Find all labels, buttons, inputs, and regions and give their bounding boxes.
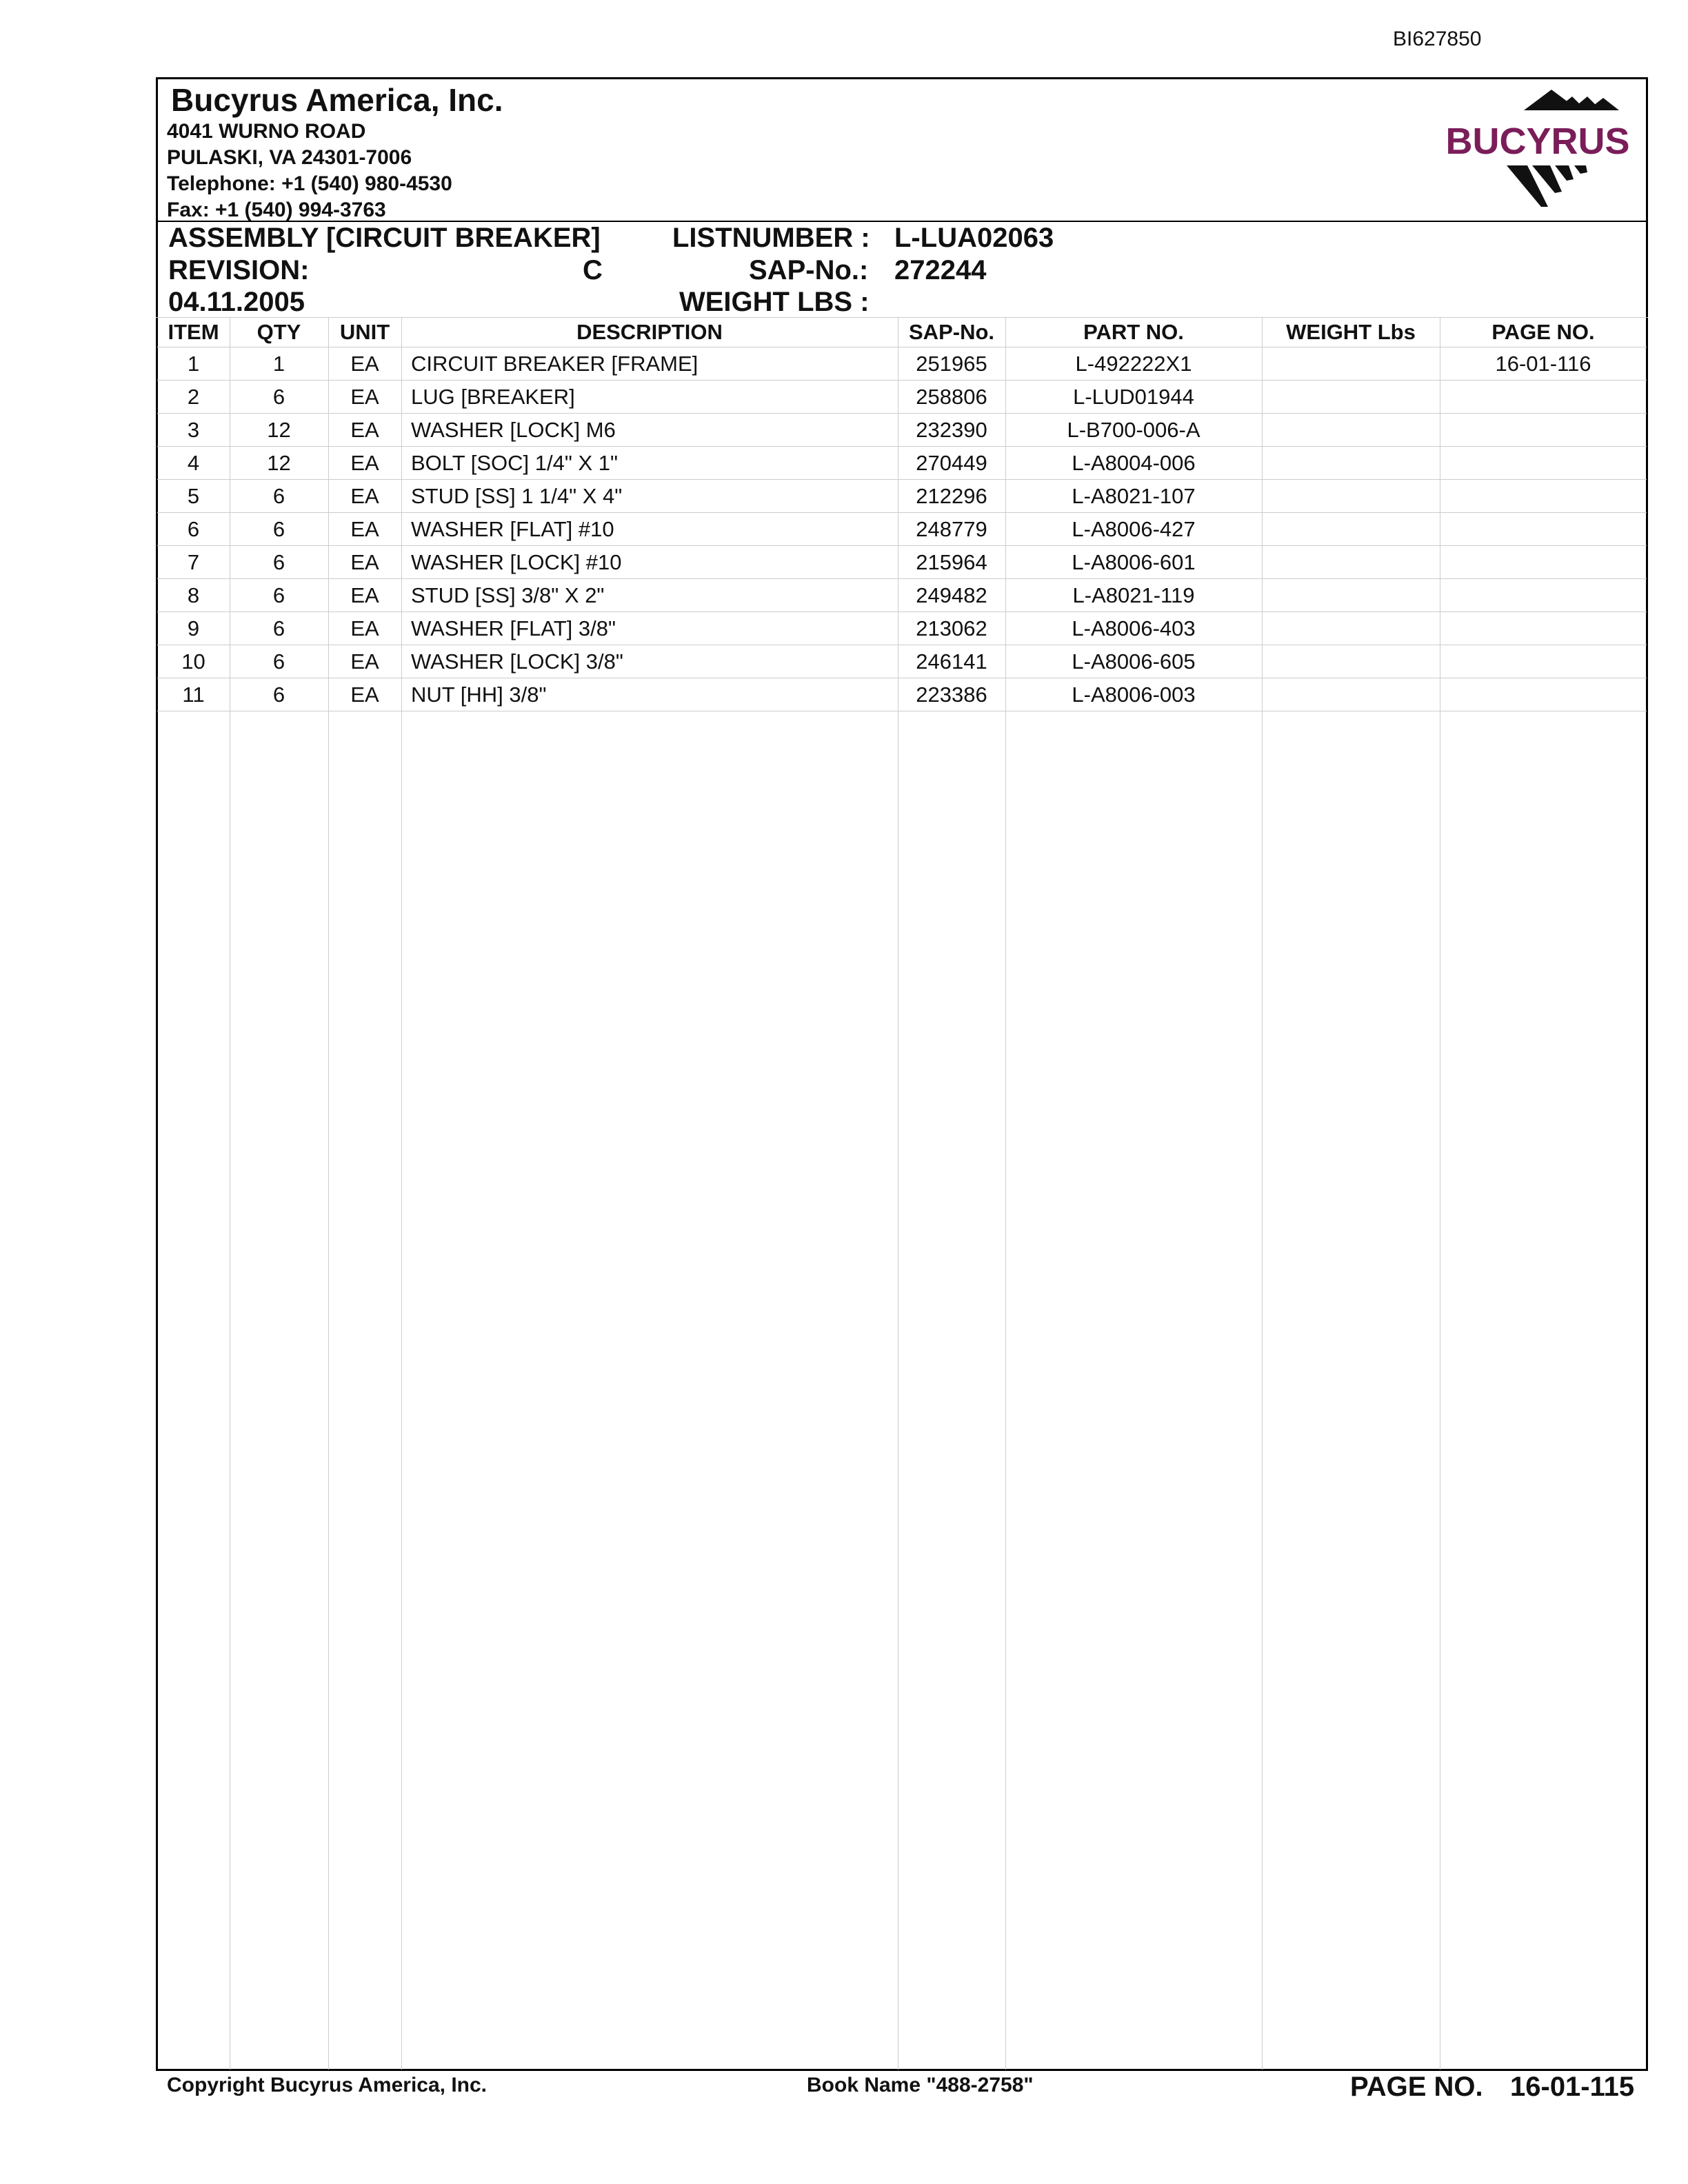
sap-no-cell: 213062 xyxy=(898,612,1005,645)
unit-cell: EA xyxy=(328,381,401,414)
page-number-value: 16-01-115 xyxy=(1510,2072,1635,2102)
header-unit: UNIT xyxy=(328,318,401,347)
header-part-no: PART NO. xyxy=(1005,318,1262,347)
unit-cell: EA xyxy=(328,612,401,645)
page-no-cell xyxy=(1440,678,1647,711)
description-cell: WASHER [LOCK] 3/8" xyxy=(401,645,898,678)
description-cell: STUD [SS] 3/8" X 2" xyxy=(401,579,898,612)
page-no-cell xyxy=(1440,546,1647,579)
item-cell: 6 xyxy=(157,513,230,546)
logo-text: BUCYRUS xyxy=(1445,121,1630,162)
part-no-cell: L-A8006-601 xyxy=(1005,546,1262,579)
telephone: Telephone: +1 (540) 980-4530 xyxy=(167,172,452,195)
header-sap-no: SAP-No. xyxy=(898,318,1005,347)
page-no-cell xyxy=(1440,381,1647,414)
document-id: BI627850 xyxy=(1393,28,1482,50)
table-row xyxy=(157,513,1647,546)
table-row xyxy=(157,414,1647,447)
table-row xyxy=(157,579,1647,612)
weight-cell xyxy=(1262,513,1440,546)
weight-cell xyxy=(1262,645,1440,678)
item-cell: 5 xyxy=(157,480,230,513)
header-weight: WEIGHT Lbs xyxy=(1262,318,1440,347)
weight-cell xyxy=(1262,546,1440,579)
header-description: DESCRIPTION xyxy=(401,318,898,347)
item-cell: 7 xyxy=(157,546,230,579)
part-no-cell: L-LUD01944 xyxy=(1005,381,1262,414)
unit-cell: EA xyxy=(328,546,401,579)
part-no-cell: L-B700-006-A xyxy=(1005,414,1262,447)
description-cell: CIRCUIT BREAKER [FRAME] xyxy=(401,347,898,381)
header-qty: QTY xyxy=(230,318,328,347)
qty-cell: 6 xyxy=(230,645,328,678)
company-block xyxy=(167,81,503,223)
unit-cell: EA xyxy=(328,645,401,678)
table-row xyxy=(157,381,1647,414)
part-no-cell: L-A8021-107 xyxy=(1005,480,1262,513)
description-cell: WASHER [FLAT] 3/8" xyxy=(401,612,898,645)
unit-cell: EA xyxy=(328,480,401,513)
part-no-cell: L-A8004-006 xyxy=(1005,447,1262,480)
page-no-cell xyxy=(1440,414,1647,447)
part-no-cell: L-A8006-605 xyxy=(1005,645,1262,678)
header-page-no: PAGE NO. xyxy=(1440,318,1647,347)
bucyrus-logo xyxy=(1441,90,1634,210)
item-cell: 4 xyxy=(157,447,230,480)
unit-cell: EA xyxy=(328,678,401,711)
unit-cell: EA xyxy=(328,447,401,480)
qty-cell: 1 xyxy=(230,347,328,381)
address-line-2: PULASKI, VA 24301-7006 xyxy=(167,146,412,169)
table-row xyxy=(157,612,1647,645)
address-line-1: 4041 WURNO ROAD xyxy=(167,120,366,143)
revision-value: C xyxy=(583,255,603,285)
page-no-cell xyxy=(1440,480,1647,513)
page-no-cell xyxy=(1440,447,1647,480)
copyright: Copyright Bucyrus America, Inc. xyxy=(167,2074,488,2096)
sap-no-cell: 251965 xyxy=(898,347,1005,381)
part-no-cell: L-492222X1 xyxy=(1005,347,1262,381)
weight-cell xyxy=(1262,678,1440,711)
description-cell: WASHER [FLAT] #10 xyxy=(401,513,898,546)
description-cell: WASHER [LOCK] #10 xyxy=(401,546,898,579)
weight-cell xyxy=(1262,414,1440,447)
sap-no-cell: 258806 xyxy=(898,381,1005,414)
unit-cell: EA xyxy=(328,579,401,612)
unit-cell: EA xyxy=(328,414,401,447)
qty-cell: 6 xyxy=(230,678,328,711)
item-cell: 10 xyxy=(157,645,230,678)
revision-label: REVISION: xyxy=(168,255,310,285)
qty-cell: 12 xyxy=(230,414,328,447)
weight-cell xyxy=(1262,381,1440,414)
table-header-row xyxy=(157,318,1647,347)
fax: Fax: +1 (540) 994-3763 xyxy=(167,199,386,221)
qty-cell: 12 xyxy=(230,447,328,480)
list-number-label: LISTNUMBER : xyxy=(672,223,870,253)
part-no-cell: L-A8006-427 xyxy=(1005,513,1262,546)
description-cell: STUD [SS] 1 1/4" X 4" xyxy=(401,480,898,513)
qty-cell: 6 xyxy=(230,612,328,645)
page-no-cell: 16-01-116 xyxy=(1440,347,1647,381)
table-row xyxy=(157,447,1647,480)
sap-no-cell: 270449 xyxy=(898,447,1005,480)
sap-no-cell: 248779 xyxy=(898,513,1005,546)
qty-cell: 6 xyxy=(230,480,328,513)
qty-cell: 6 xyxy=(230,546,328,579)
page-no-cell xyxy=(1440,579,1647,612)
qty-cell: 6 xyxy=(230,513,328,546)
description-cell: LUG [BREAKER] xyxy=(401,381,898,414)
assembly-title: ASSEMBLY [CIRCUIT BREAKER] xyxy=(168,223,601,253)
parts-table xyxy=(157,318,1647,711)
item-cell: 1 xyxy=(157,347,230,381)
unit-cell: EA xyxy=(328,513,401,546)
part-no-cell: L-A8006-003 xyxy=(1005,678,1262,711)
page-number-label: PAGE NO. xyxy=(1350,2072,1483,2102)
weight-cell xyxy=(1262,480,1440,513)
weight-cell xyxy=(1262,612,1440,645)
company-name: Bucyrus America, Inc. xyxy=(171,82,503,118)
weight-label: WEIGHT LBS : xyxy=(679,287,870,317)
table-row xyxy=(157,645,1647,678)
item-cell: 3 xyxy=(157,414,230,447)
weight-cell xyxy=(1262,347,1440,381)
page-no-cell xyxy=(1440,645,1647,678)
sap-value: 272244 xyxy=(894,255,987,285)
weight-cell xyxy=(1262,579,1440,612)
item-cell: 2 xyxy=(157,381,230,414)
page-no-cell xyxy=(1440,513,1647,546)
description-cell: WASHER [LOCK] M6 xyxy=(401,414,898,447)
sap-no-cell: 212296 xyxy=(898,480,1005,513)
list-number-value: L-LUA02063 xyxy=(894,223,1054,253)
qty-cell: 6 xyxy=(230,579,328,612)
header-item: ITEM xyxy=(157,318,230,347)
item-cell: 9 xyxy=(157,612,230,645)
table-row xyxy=(157,347,1647,381)
sap-no-cell: 246141 xyxy=(898,645,1005,678)
item-cell: 11 xyxy=(157,678,230,711)
part-no-cell: L-A8006-403 xyxy=(1005,612,1262,645)
weight-cell xyxy=(1262,447,1440,480)
sap-no-cell: 249482 xyxy=(898,579,1005,612)
assembly-date: 04.11.2005 xyxy=(168,287,305,317)
table-row xyxy=(157,480,1647,513)
page-no-cell xyxy=(1440,612,1647,645)
book-name: Book Name "488-2758" xyxy=(807,2074,1034,2096)
description-cell: NUT [HH] 3/8" xyxy=(401,678,898,711)
sap-label: SAP-No.: xyxy=(749,255,869,285)
unit-cell: EA xyxy=(328,347,401,381)
description-cell: BOLT [SOC] 1/4" X 1" xyxy=(401,447,898,480)
table-body xyxy=(157,347,1647,711)
part-no-cell: L-A8021-119 xyxy=(1005,579,1262,612)
sap-no-cell: 232390 xyxy=(898,414,1005,447)
table-row xyxy=(157,678,1647,711)
item-cell: 8 xyxy=(157,579,230,612)
table-row xyxy=(157,546,1647,579)
qty-cell: 6 xyxy=(230,381,328,414)
sap-no-cell: 215964 xyxy=(898,546,1005,579)
sap-no-cell: 223386 xyxy=(898,678,1005,711)
